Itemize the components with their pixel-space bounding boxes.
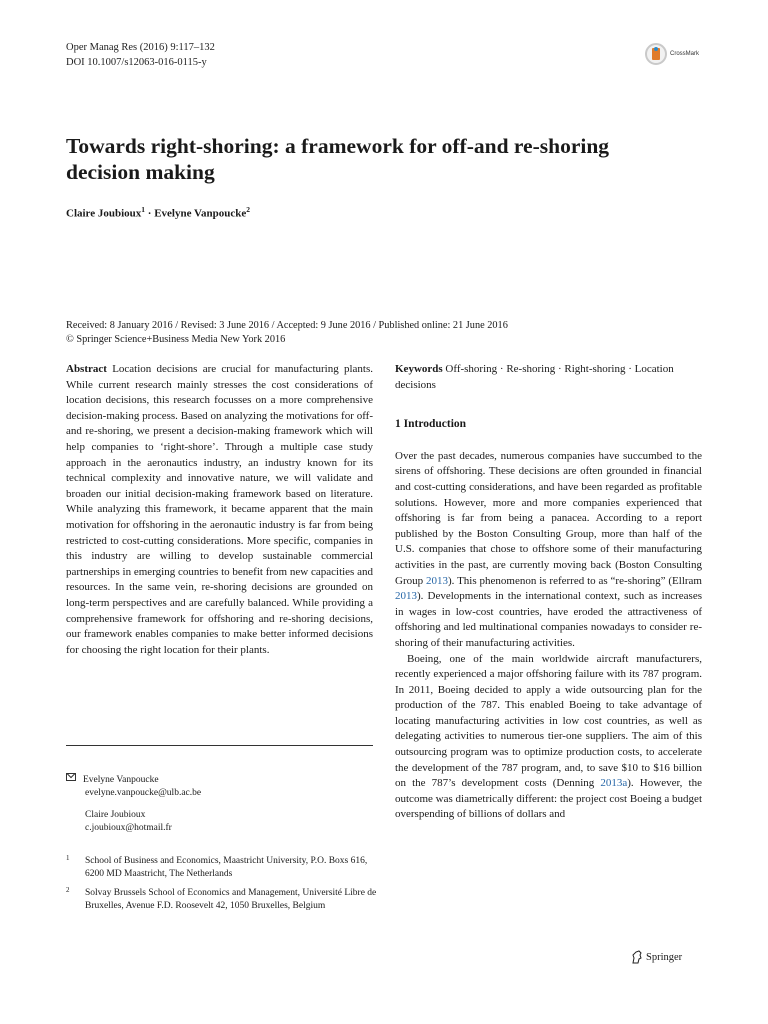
paragraph-text: ). However, the outcome was diametrically different: the project cost Boeing a budget overspending of billions of dollars and [395,777,702,821]
corresponding-author-email[interactable]: evelyne.vanpoucke@ulb.ac.be [85,788,202,799]
author-separator: · [147,207,152,220]
citation-link[interactable]: 2013 [395,590,417,603]
springer-horse-icon [631,950,643,964]
citation-link[interactable]: 2013 [425,574,448,587]
affiliation-2 [66,887,378,912]
doi-line[interactable]: DOI 10.1007/s12063-016-0115-y [66,57,207,68]
crossmark-badge[interactable] [645,41,709,67]
keywords-label: Keywords [395,363,443,375]
affiliation-number: 1 [66,854,70,862]
affiliation-text: Solvay Brussels School of Economics and Management, Université Libre de Bruxelles, Avenue F.D. Roosevelt 42, 1050 Bruxelles, Belgium [85,888,377,911]
author-list [66,205,250,220]
correspondence-block [66,773,201,836]
dates-line: Received: 8 January 2016 / Revised: 3 June 2016 / Accepted: 9 June 2016 / Published online: 21 June 2016 [66,320,508,331]
affiliation-1 [66,855,378,880]
paragraph-text: ). Developments in the international context, such as increases in wages in low-cost countries, have eroded the attractiveness of offshoring and led multinational companies nowadays to consider re-shoring of their manufacturing activities. [395,590,702,649]
crossmark-icon [645,43,667,65]
crossmark-label: CrossMark [670,51,700,57]
corresponding-author-name: Evelyne Vanpoucke [83,775,159,785]
citation-link[interactable]: 2013a [600,777,628,790]
paragraph-text: Over the past decades, numerous companies have succumbed to the sirens of offshoring. These decisions are often grounded in financial and cost-cutting considerations, and have been regarded as profitable solutions. However, more and more companies experienced that offshoring is far from being a panacea. According to a report published by the Boston Consulting Group, more than half of the U.S. companies that chose to offshore some of their manufacturing activities in the past, are currently moving back (Boston Consulting Group [395,449,702,587]
author-name[interactable]: Claire Joubioux [66,207,142,220]
intro-paragraph-2 [395,652,702,824]
abstract-label: Abstract [66,363,107,375]
publisher-name: Springer [646,951,683,963]
footnote-divider [66,745,373,746]
author-affiliation-mark: 1 [141,205,146,214]
author-name[interactable]: Evelyne Vanpoucke [154,207,247,220]
abstract-section [66,362,373,658]
envelope-icon [66,773,76,781]
publication-dates [66,319,508,347]
abstract-text: Location decisions are crucial for manufacturing plants. While current research mainly stresses the cost considerations of location decisions, this research focusses on a more comprehensive decision-making process. Based on analyzing the motivations for off-and re-shoring, we present a decision-making framework which will help companies to ‘right-shore’. Through a multiple case study approach in the aeronautics industry, an industry known for its technical complexity and innovative nature, we will validate and broaden our initial decision-making framework based on literature. While analyzing this framework, it became apparent that the main motivation for offshoring in the aeronautic industry is far from being restricted to cost-cutting considerations. More specific, companies in this industry are willing to develop sustainable commercial partnerships in emerging countries to benefit from new capacities and resources. In the same vein, re-shoring decisions are grounded on long-term perspectives and are carefully balanced. While providing a comprehensive framework for offshoring and re-shoring decisions, our framework enables companies to make better informed decisions for choosing the right location for their plants. [66,363,373,656]
affiliation-text: School of Business and Economics, Maastricht University, P.O. Boxs 616, 6200 MD Maastricht, The Netherlands [85,856,368,879]
intro-paragraph-1 [395,449,702,652]
author-affiliation-mark: 2 [246,205,250,214]
keywords-list: Off-shoring · Re-shoring · Right-shoring · Location decisions [395,363,674,391]
affiliation-number: 2 [66,886,70,894]
coauthor-email[interactable]: c.joubioux@hotmail.fr [85,823,172,834]
keywords-section [395,362,702,393]
journal-meta [66,40,215,70]
copyright-line: © Springer Science+Business Media New York 2016 [66,334,286,345]
right-column [395,362,702,823]
journal-citation: Oper Manag Res (2016) 9:117–132 [66,42,215,53]
coauthor-name: Claire Joubioux [85,809,146,820]
paragraph-text: Boeing, one of the main worldwide aircraft manufacturers, recently experienced a major offshoring failure with its 787 program. In 2011, Boeing decided to apply a wide outsourcing plan for the production of the 787. This enabled Boeing to take advantage of locating manufacturing activities in low cost countries, as well as delegating activities to numerous tier-one suppliers. The aim of this outsourcing program was to optimize production costs, to accelerate the development of the 787 program, and, to save $10 to $16 billion on the 787’s development costs (Denning [395,652,702,790]
paragraph-text: ). This phenomenon is referred to as “re-shoring” (Ellram [447,574,702,587]
publisher-logo [631,950,682,964]
section-heading: 1 Introduction [395,418,467,431]
paper-title: Towards right-shoring: a framework for off-and re-shoring decision making [66,134,610,184]
